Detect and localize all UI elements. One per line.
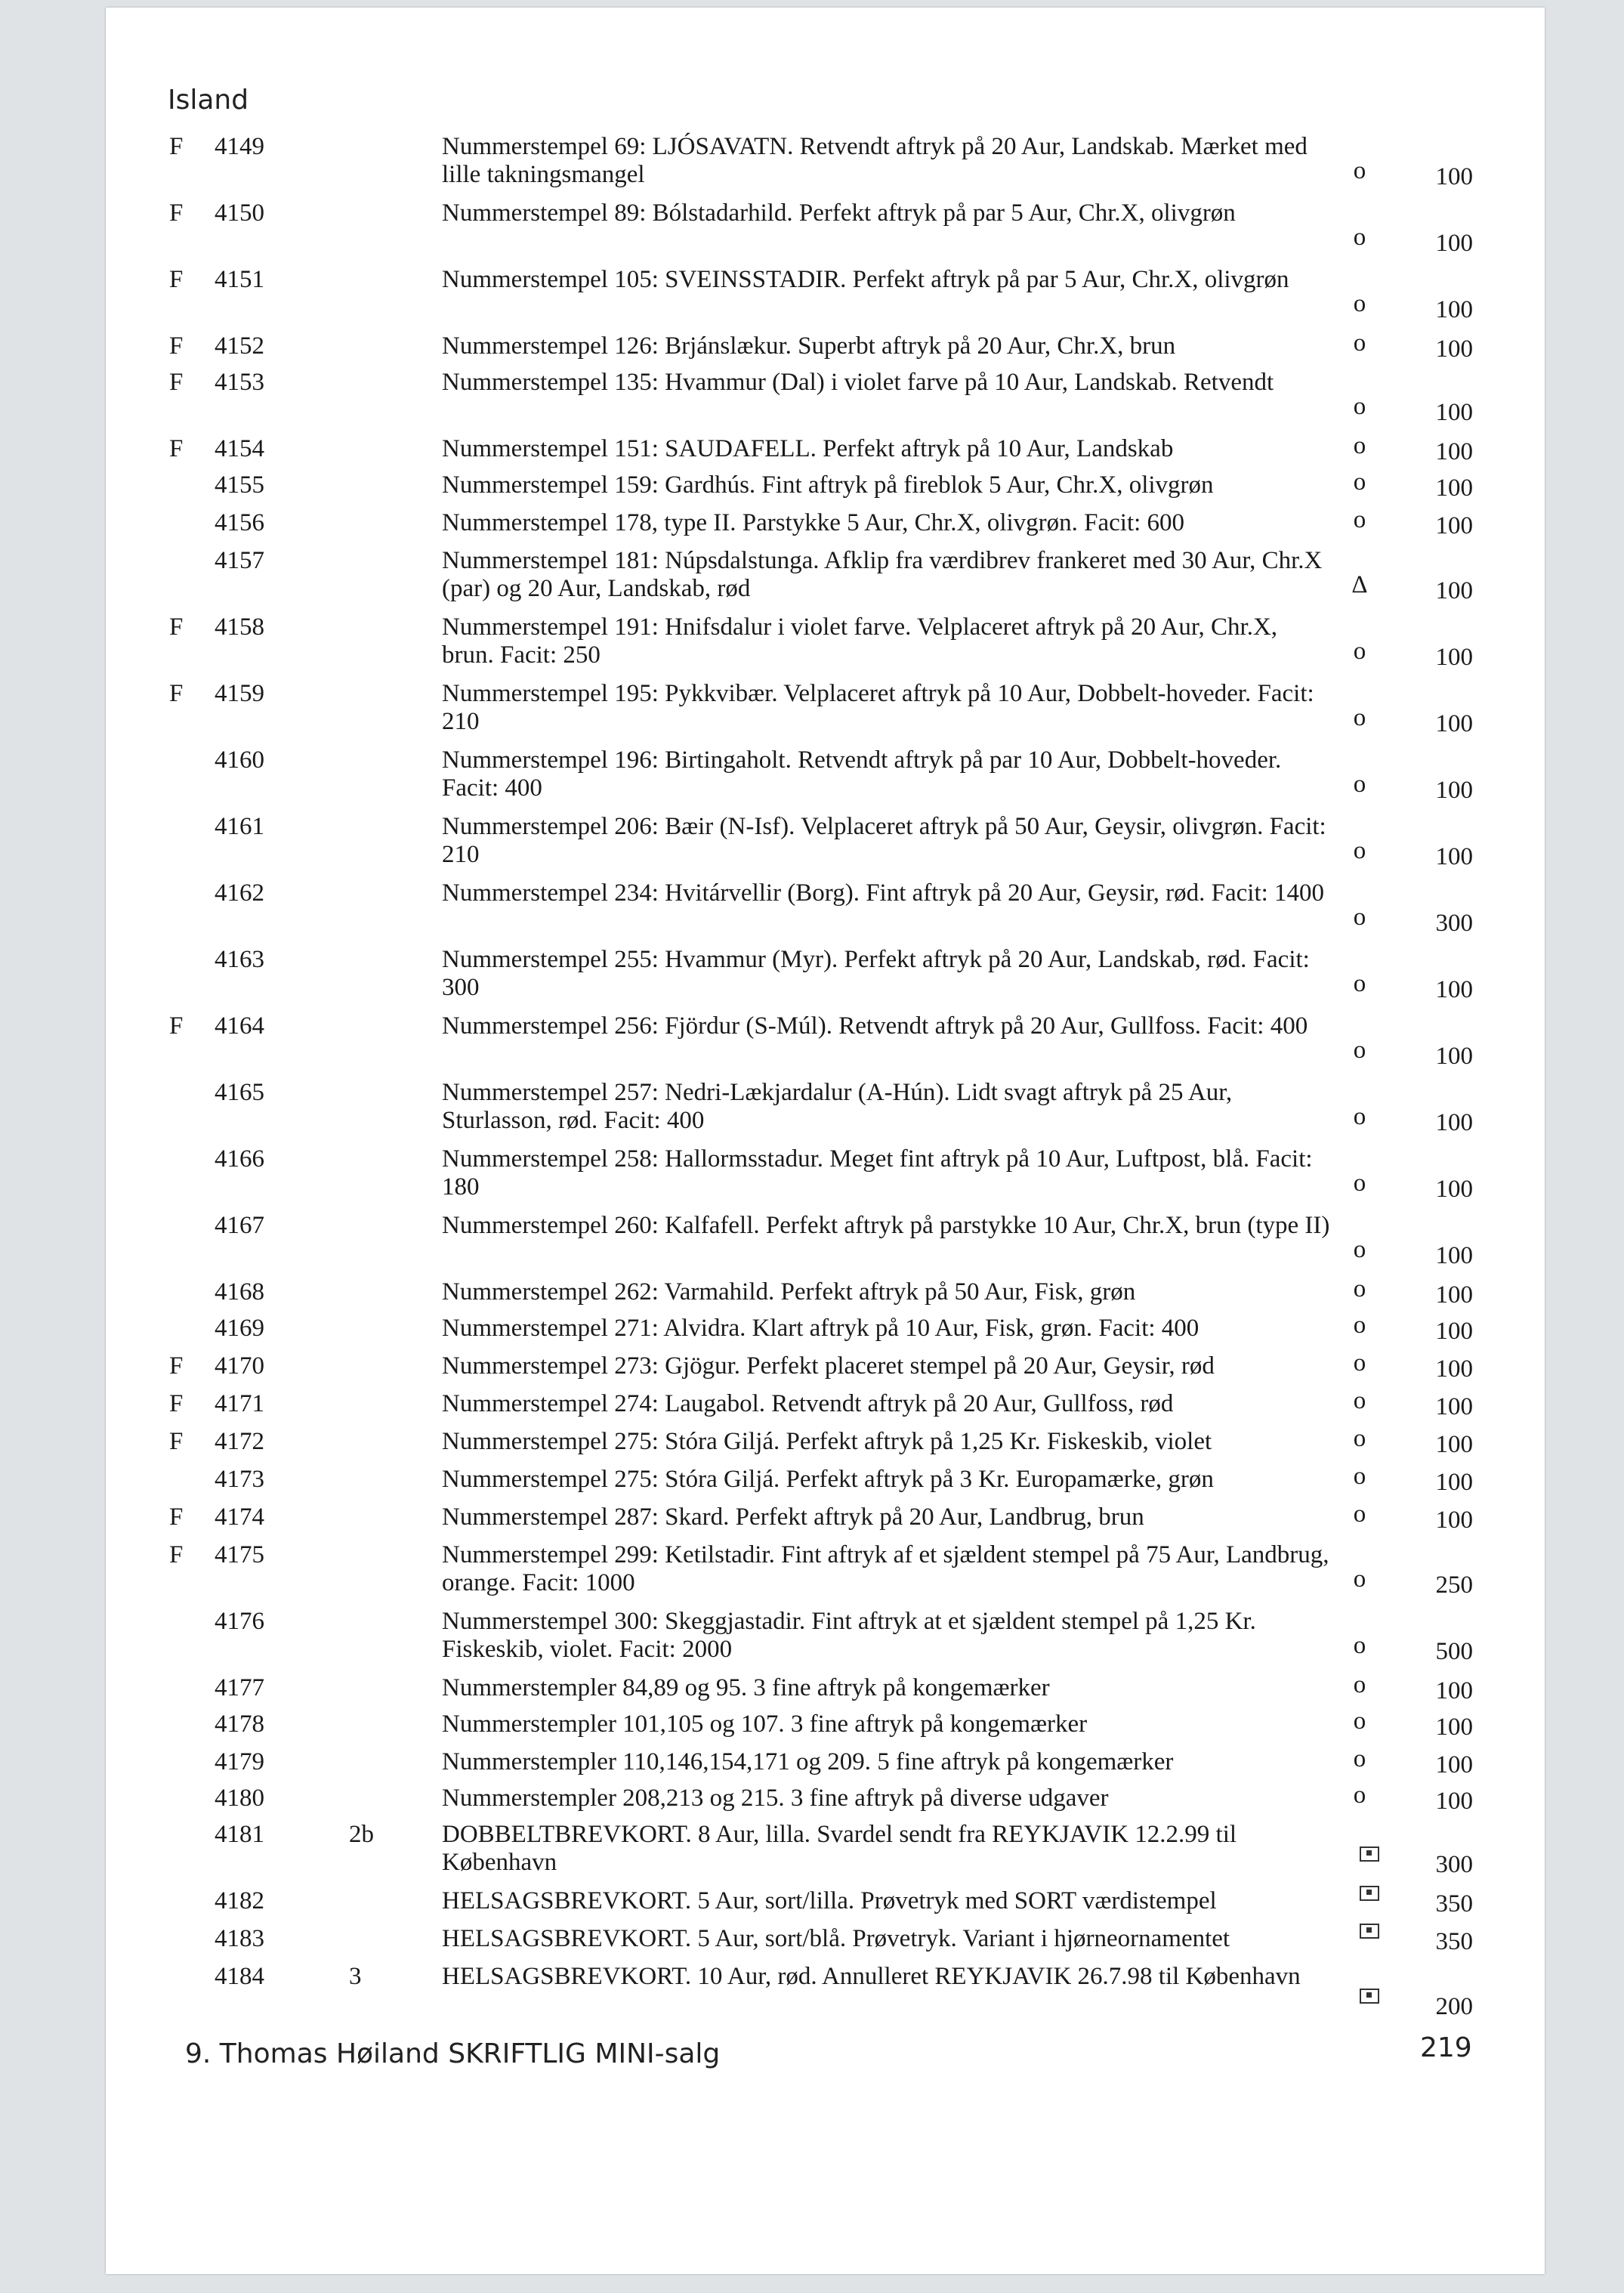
lot-price: 100	[1435, 1788, 1473, 1815]
lot-flag: F	[169, 1390, 184, 1417]
lot-description: Nummerstempel 135: Hvammur (Dal) i violet farve på 10 Aur, Landskab. Retvendt	[442, 369, 1274, 396]
lot-price: 100	[1435, 777, 1473, 804]
lot-catalogue-number: 3	[349, 1963, 362, 1990]
lot-number: 4149	[215, 133, 264, 160]
lot-price: 100	[1435, 577, 1473, 604]
lot-condition: o	[1353, 1565, 1366, 1593]
lot-price: 100	[1435, 163, 1473, 190]
lot-flag: F	[169, 680, 184, 707]
lot-description: Nummerstempel 89: Bólstadarhild. Perfekt aftryk på par 5 Aur, Chr.X, olivgrøn	[442, 199, 1236, 227]
lot-description: Nummerstempel 178, type II. Parstykke 5 Aur, Chr.X, olivgrøn. Facit: 600	[442, 509, 1185, 536]
lot-number: 4169	[215, 1315, 264, 1342]
lot-number: 4171	[215, 1390, 264, 1417]
lot-price: 350	[1435, 1928, 1473, 1955]
lot-price: 100	[1435, 335, 1473, 363]
lot-flag: F	[169, 1428, 184, 1455]
lot-flag: F	[169, 332, 184, 360]
lot-description: Nummerstempel 257: Nedri-Lækjardalur (A-Hún). Lidt svagt aftryk på 25 Aur, Sturlasson, rød. Facit: 400	[442, 1079, 1233, 1134]
lot-number: 4163	[215, 946, 264, 973]
lot-number: 4151	[215, 266, 264, 293]
lot-number: 4179	[215, 1748, 264, 1775]
lot-number: 4158	[215, 613, 264, 641]
lot-description: Nummerstempler 84,89 og 95. 3 fine aftryk på kongemærker	[442, 1674, 1050, 1701]
lot-condition: o	[1353, 904, 1366, 931]
postcard-icon	[1360, 1924, 1379, 1939]
lot-number: 4156	[215, 509, 264, 536]
lot-condition: o	[1353, 704, 1366, 731]
postcard-icon	[1360, 1886, 1379, 1901]
lot-price: 100	[1435, 710, 1473, 737]
lot-number: 4183	[215, 1925, 264, 1952]
lot-description: Nummerstempel 256: Fjördur (S-Múl). Retvendt aftryk på 20 Aur, Gullfoss. Facit: 400	[442, 1012, 1308, 1040]
lot-condition: o	[1353, 329, 1366, 357]
lot-condition: Δ	[1351, 571, 1368, 598]
lot-price: 100	[1435, 1469, 1473, 1496]
lot-description: Nummerstempel 300: Skeggjastadir. Fint aftryk at et sjældent stempel på 1,25 Kr. Fiskeskib, violet. Facit: 2000	[442, 1608, 1256, 1663]
lot-price: 100	[1435, 399, 1473, 426]
lot-price: 100	[1435, 1281, 1473, 1309]
lot-number: 4182	[215, 1887, 264, 1914]
lot-description: Nummerstempel 234: Hvitárvellir (Borg). Fint aftryk på 20 Aur, Geysir, rød. Facit: 1400	[442, 879, 1325, 907]
lot-condition: o	[1353, 432, 1366, 459]
lot-number: 4167	[215, 1212, 264, 1239]
lot-price: 100	[1435, 644, 1473, 671]
lot-description: Nummerstempel 159: Gardhús. Fint aftryk på fireblok 5 Aur, Chr.X, olivgrøn	[442, 471, 1214, 499]
lot-condition: o	[1353, 1236, 1366, 1263]
lot-number: 4177	[215, 1674, 264, 1701]
lot-condition: o	[1353, 157, 1366, 184]
lot-condition: o	[1353, 290, 1366, 317]
lot-description: Nummerstempel 262: Varmahild. Perfekt aftryk på 50 Aur, Fisk, grøn	[442, 1278, 1136, 1306]
lot-description: Nummerstempel 271: Alvidra. Klart aftryk på 10 Aur, Fisk, grøn. Facit: 400	[442, 1315, 1199, 1342]
lot-price: 100	[1435, 474, 1473, 502]
lot-description: Nummerstempel 255: Hvammur (Myr). Perfekt aftryk på 20 Aur, Landskab, rød. Facit: 300	[442, 946, 1310, 1001]
lot-description: Nummerstempler 208,213 og 215. 3 fine aftryk på diverse udgaver	[442, 1785, 1109, 1812]
lot-description: Nummerstempel 287: Skard. Perfekt aftryk på 20 Aur, Landbrug, brun	[442, 1503, 1144, 1531]
lot-number: 4155	[215, 471, 264, 499]
lot-number: 4150	[215, 199, 264, 227]
lot-description: Nummerstempel 69: LJÓSAVATN. Retvendt aftryk på 20 Aur, Landskab. Mærket med lille takningsmangel	[442, 133, 1308, 188]
lot-condition: o	[1353, 1275, 1366, 1303]
lot-description: Nummerstempel 273: Gjögur. Perfekt placeret stempel på 20 Aur, Geysir, rød	[442, 1352, 1215, 1380]
lot-number: 4175	[215, 1541, 264, 1568]
lot-flag: F	[169, 435, 184, 462]
lot-condition: o	[1353, 771, 1366, 798]
lot-condition: o	[1353, 970, 1366, 997]
lot-price: 100	[1435, 843, 1473, 870]
lot-number: 4154	[215, 435, 264, 462]
lot-number: 4153	[215, 369, 264, 396]
lot-number: 4168	[215, 1278, 264, 1306]
lot-price: 100	[1435, 1714, 1473, 1741]
section-title: Island	[168, 85, 249, 116]
lot-number: 4172	[215, 1428, 264, 1455]
lot-description: Nummerstempler 110,146,154,171 og 209. 5 fine aftryk på kongemærker	[442, 1748, 1174, 1775]
lot-price: 100	[1435, 976, 1473, 1003]
lot-price: 100	[1435, 1677, 1473, 1704]
lot-flag: F	[169, 133, 184, 160]
lot-number: 4157	[215, 547, 264, 574]
lot-number: 4173	[215, 1466, 264, 1493]
lot-number: 4166	[215, 1145, 264, 1173]
lot-condition: o	[1353, 224, 1366, 251]
lot-description: Nummerstempel 195: Pykkvibær. Velplaceret aftryk på 10 Aur, Dobbelt-hoveder. Facit: 210	[442, 680, 1314, 735]
lot-description: DOBBELTBREVKORT. 8 Aur, lilla. Svardel sendt fra REYKJAVIK 12.2.99 til København	[442, 1821, 1237, 1876]
lot-condition: o	[1353, 1782, 1366, 1809]
lot-flag: F	[169, 199, 184, 227]
lot-description: Nummerstempel 181: Núpsdalstunga. Afklip fra værdibrev frankeret med 30 Aur, Chr.X (par) og 20 Aur, Landskab, rød	[442, 547, 1323, 602]
lot-condition: o	[1353, 1463, 1366, 1490]
postcard-icon	[1360, 1989, 1379, 2004]
lot-condition: o	[1353, 1170, 1366, 1197]
lot-number: 4170	[215, 1352, 264, 1380]
lot-price: 500	[1435, 1638, 1473, 1665]
lot-price: 300	[1435, 910, 1473, 937]
lot-price: 100	[1435, 1318, 1473, 1345]
lot-price: 300	[1435, 1851, 1473, 1878]
lot-condition: o	[1353, 1745, 1366, 1772]
lot-catalogue-number: 2b	[349, 1821, 374, 1848]
lot-price: 100	[1435, 1507, 1473, 1534]
lot-price: 100	[1435, 1176, 1473, 1203]
lot-number: 4160	[215, 746, 264, 774]
postcard-icon	[1360, 1846, 1379, 1862]
lot-number: 4159	[215, 680, 264, 707]
lot-description: Nummerstempel 258: Hallormsstadur. Meget fint aftryk på 10 Aur, Luftpost, blå. Facit: 180	[442, 1145, 1313, 1201]
lot-price: 100	[1435, 1355, 1473, 1383]
lot-description: Nummerstempel 206: Bæir (N-Isf). Velplaceret aftryk på 50 Aur, Geysir, olivgrøn. Facit: 210	[442, 813, 1326, 868]
lot-price: 200	[1435, 1993, 1473, 2020]
page-number: 219	[1420, 2032, 1472, 2063]
lot-number: 4184	[215, 1963, 264, 1990]
auction-title: 9. Thomas Høiland SKRIFTLIG MINI-salg	[185, 2038, 721, 2069]
lot-condition: o	[1353, 837, 1366, 864]
lot-description: HELSAGSBREVKORT. 10 Aur, rød. Annulleret REYKJAVIK 26.7.98 til København	[442, 1963, 1301, 1990]
lot-flag: F	[169, 266, 184, 293]
lot-price: 100	[1435, 1431, 1473, 1458]
lot-number: 4152	[215, 332, 264, 360]
lot-price: 100	[1435, 512, 1473, 539]
lot-flag: F	[169, 1541, 184, 1568]
lot-description: Nummerstempel 275: Stóra Giljá. Perfekt aftryk på 3 Kr. Europamærke, grøn	[442, 1466, 1214, 1493]
lot-condition: o	[1353, 1349, 1366, 1377]
lot-price: 100	[1435, 1043, 1473, 1070]
lot-description: Nummerstempel 274: Laugabol. Retvendt aftryk på 20 Aur, Gullfoss, rød	[442, 1390, 1174, 1417]
lot-number: 4180	[215, 1785, 264, 1812]
lot-condition: o	[1353, 1707, 1366, 1735]
lot-condition: o	[1353, 506, 1366, 533]
lot-number: 4164	[215, 1012, 264, 1040]
lot-price: 350	[1435, 1890, 1473, 1918]
lot-description: Nummerstempel 275: Stóra Giljá. Perfekt aftryk på 1,25 Kr. Fiskeskib, violet	[442, 1428, 1212, 1455]
lot-description: Nummerstempel 260: Kalfafell. Perfekt aftryk på parstykke 10 Aur, Chr.X, brun (type II)	[442, 1212, 1330, 1239]
lot-description: Nummerstempel 126: Brjánslækur. Superbt aftryk på 20 Aur, Chr.X, brun	[442, 332, 1176, 360]
lot-price: 250	[1435, 1571, 1473, 1599]
lot-price: 100	[1435, 1109, 1473, 1136]
lot-condition: o	[1353, 1387, 1366, 1414]
lot-description: HELSAGSBREVKORT. 5 Aur, sort/blå. Prøvetryk. Variant i hjørneornamentet	[442, 1925, 1230, 1952]
lot-price: 100	[1435, 438, 1473, 465]
lot-price: 100	[1435, 1393, 1473, 1420]
lot-condition: o	[1353, 1037, 1366, 1064]
lot-flag: F	[169, 1012, 184, 1040]
lot-condition: o	[1353, 1312, 1366, 1339]
lot-description: Nummerstempel 105: SVEINSSTADIR. Perfekt aftryk på par 5 Aur, Chr.X, olivgrøn	[442, 266, 1289, 293]
lot-description: Nummerstempel 299: Ketilstadir. Fint aftryk af et sjældent stempel på 75 Aur, Landbrug, orange. Facit: 1000	[442, 1541, 1329, 1596]
lot-condition: o	[1353, 468, 1366, 496]
lot-condition: o	[1353, 1500, 1366, 1528]
lot-price: 100	[1435, 1751, 1473, 1778]
lot-flag: F	[169, 1352, 184, 1380]
lot-condition: o	[1353, 393, 1366, 420]
lot-number: 4176	[215, 1608, 264, 1635]
lot-condition: o	[1353, 638, 1366, 665]
lot-description: Nummerstempel 191: Hnifsdalur i violet farve. Velplaceret aftryk på 20 Aur, Chr.X, brun. Facit: 250	[442, 613, 1278, 669]
lot-condition: o	[1353, 1103, 1366, 1130]
lot-description: Nummerstempler 101,105 og 107. 3 fine aftryk på kongemærker	[442, 1710, 1088, 1738]
lot-condition: o	[1353, 1632, 1366, 1659]
lot-number: 4161	[215, 813, 264, 840]
lot-condition: o	[1353, 1671, 1366, 1698]
lot-number: 4162	[215, 879, 264, 907]
lot-description: Nummerstempel 196: Birtingaholt. Retvendt aftryk på par 10 Aur, Dobbelt-hoveder. Facit: 400	[442, 746, 1282, 802]
lot-condition: o	[1353, 1425, 1366, 1452]
lot-number: 4178	[215, 1710, 264, 1738]
lot-number: 4165	[215, 1079, 264, 1106]
lot-price: 100	[1435, 230, 1473, 257]
lot-flag: F	[169, 613, 184, 641]
lot-price: 100	[1435, 1242, 1473, 1269]
lot-number: 4181	[215, 1821, 264, 1848]
lot-description: HELSAGSBREVKORT. 5 Aur, sort/lilla. Prøvetryk med SORT værdistempel	[442, 1887, 1217, 1914]
lot-price: 100	[1435, 296, 1473, 323]
lot-number: 4174	[215, 1503, 264, 1531]
lot-flag: F	[169, 1503, 184, 1531]
lot-flag: F	[169, 369, 184, 396]
lot-description: Nummerstempel 151: SAUDAFELL. Perfekt aftryk på 10 Aur, Landskab	[442, 435, 1174, 462]
